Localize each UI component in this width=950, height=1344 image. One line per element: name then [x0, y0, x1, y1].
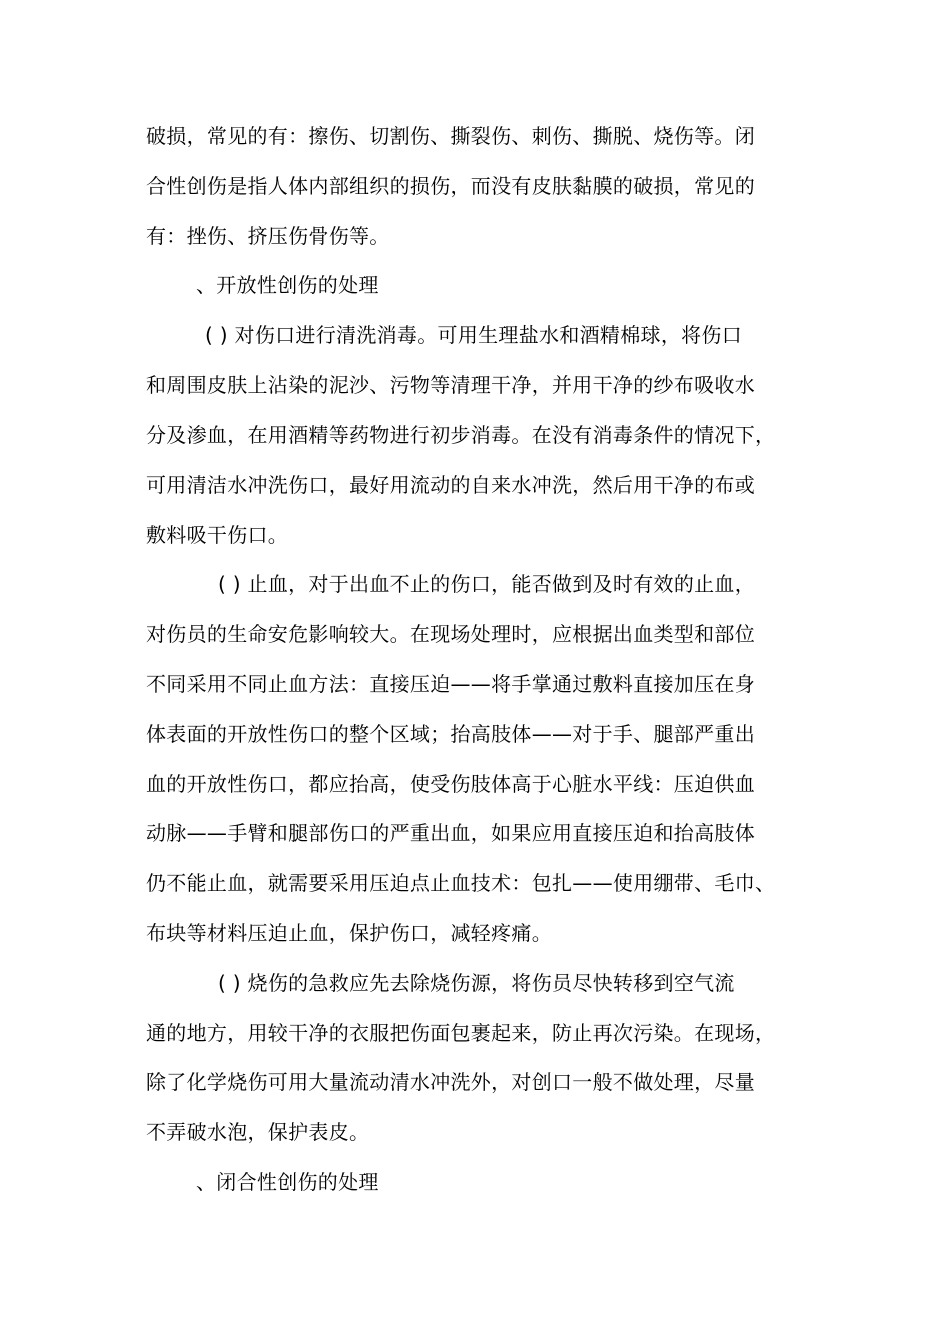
text-line: 有：挫伤、挤压伤骨伤等。: [146, 224, 390, 248]
section-heading: 、开放性创伤的处理: [196, 273, 379, 297]
section-heading: 、闭合性创伤的处理: [196, 1170, 379, 1194]
text-line: 和周围皮肤上沾染的泥沙、污物等清理干净，并用干净的纱布吸收水: [146, 373, 755, 397]
text-line: 布块等材料压迫止血，保护伤口，减轻疼痛。: [146, 921, 552, 945]
text-line: 不弄破水泡，保护表皮。: [146, 1120, 370, 1144]
text-line: 血的开放性伤口，都应抬高，使受伤肢体高于心脏水平线：压迫供血: [146, 772, 755, 796]
text-line: 对伤员的生命安危影响较大。在现场处理时，应根据出血类型和部位: [146, 622, 755, 646]
text-line: ( ) 止血，对于出血不止的伤口，能否做到及时有效的止血，: [218, 572, 756, 596]
text-line: 合性创伤是指人体内部组织的损伤，而没有皮肤黏膜的破损，常见的: [146, 174, 755, 198]
text-line: 敷料吸干伤口。: [146, 523, 289, 547]
text-line: ( ) 烧伤的急救应先去除烧伤源，将伤员尽快转移到空气流: [218, 971, 735, 995]
text-line: 除了化学烧伤可用大量流动清水冲洗外，对创口一般不做处理，尽量: [146, 1070, 755, 1094]
text-line: 可用清洁水冲洗伤口，最好用流动的自来水冲洗，然后用干净的布或: [146, 473, 755, 497]
text-line: 通的地方，用较干净的衣服把伤面包裹起来，防止再次污染。在现场，: [146, 1021, 776, 1045]
text-line: 破损，常见的有：擦伤、切割伤、撕裂伤、刺伤、撕脱、烧伤等。闭: [146, 124, 755, 148]
text-line: 体表面的开放性伤口的整个区域；抬高肢体——对于手、腿部严重出: [146, 722, 755, 746]
text-line: ( ) 对伤口进行清洗消毒。可用生理盐水和酒精棉球，将伤口: [205, 323, 743, 347]
text-line: 分及渗血，在用酒精等药物进行初步消毒。在没有消毒条件的情况下，: [146, 423, 776, 447]
text-line: 动脉——手臂和腿部伤口的严重出血，如果应用直接压迫和抬高肢体: [146, 821, 755, 845]
text-line: 不同采用不同止血方法：直接压迫——将手掌通过敷料直接加压在身: [146, 672, 755, 696]
text-line: 仍不能止血，就需要采用压迫点止血技术：包扎——使用绷带、毛巾、: [146, 871, 776, 895]
